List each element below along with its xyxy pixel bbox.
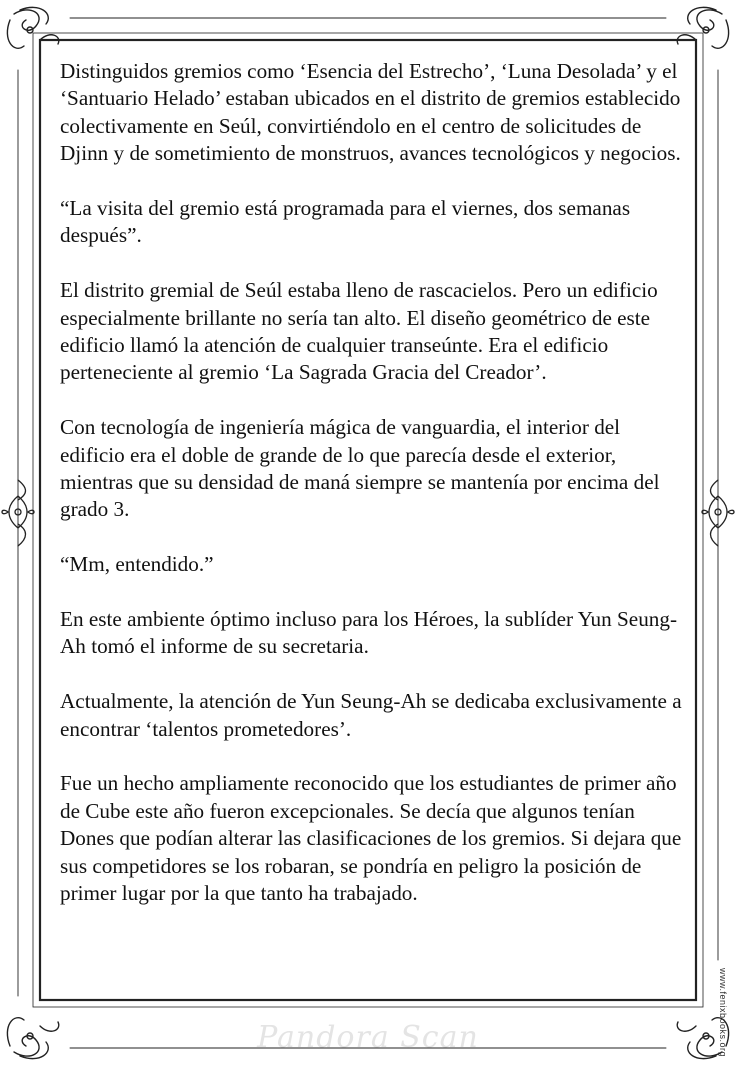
paragraph-7: Actualmente, la atención de Yun Seung-Ah se dedicaba exclusivamente a encontrar ‘talentos prometedores’. xyxy=(60,689,682,741)
paragraph-6: En este ambiente óptimo incluso para los Héroes, la sublíder Yun Seung-Ah tomó el informe de su secretaria. xyxy=(60,607,678,659)
paragraph-1: Distinguidos gremios como ‘Esencia del Estrecho’, ‘Luna Desolada’ y el ‘Santuario Helado’ estaban ubicados en el distrito de gremios establecido colectivamente en Seúl, convirtiéndolo en el centro de solicitudes de Djinn y de sometimiento de monstruos, avances tecnológicos y negocios. xyxy=(60,59,681,166)
document-body xyxy=(60,58,688,935)
paragraph-3: El distrito gremial de Seúl estaba lleno de rascacielos. Pero un edificio especialmente brillante no sería tan alto. El diseño geométrico de este edificio llamó la atención de cualquier transeúnte. Era el edificio perteneciente al gremio ‘La Sagrada Gracia del Creador’. xyxy=(60,278,658,385)
watermark: Pandora Scan xyxy=(257,1020,479,1055)
side-url-text: www.fenixbooks.org xyxy=(718,968,728,1058)
paragraph-2: “La visita del gremio está programada para el viernes, dos semanas después”. xyxy=(60,196,631,248)
paragraph-8: Fue un hecho ampliamente reconocido que los estudiantes de primer año de Cube este año fueron excepcionales. Se decía que algunos tenían Dones que podían alterar las clasificaciones de los gremios. Si dejara que sus competidores se los robaran, se pondría en peligro la posición de primer lugar por la que tanto ha trabajado. xyxy=(60,771,682,906)
paragraph-4: Con tecnología de ingeniería mágica de vanguardia, el interior del edificio era el doble de grande de lo que parecía desde el exterior, mientras que su densidad de maná siempre se mantenía por encima del grado 3. xyxy=(60,415,660,522)
paragraph-5: “Mm, entendido.” xyxy=(60,552,214,577)
